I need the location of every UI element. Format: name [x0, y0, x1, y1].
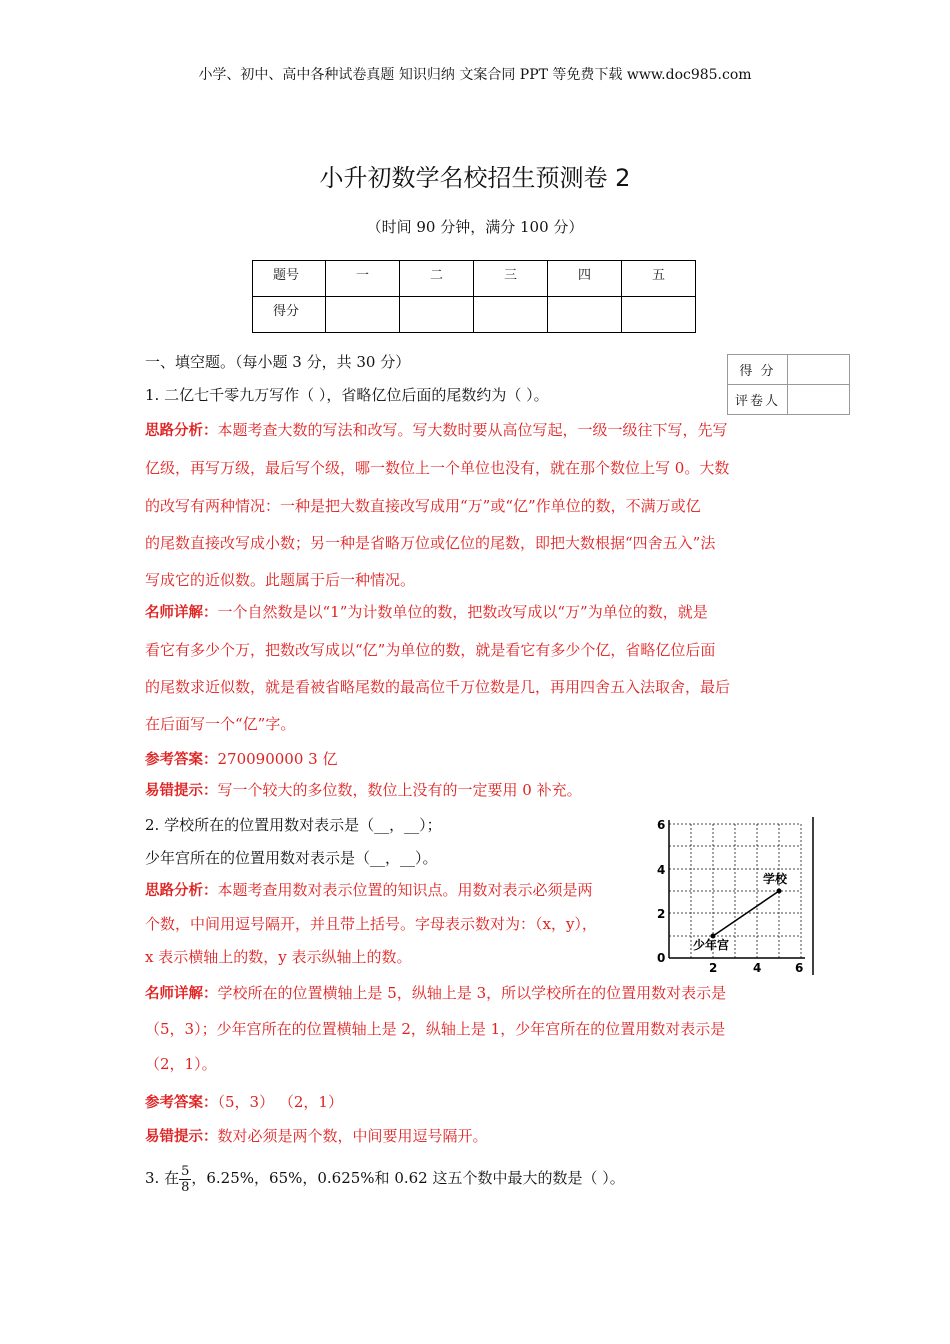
x-tick-label: 2	[709, 961, 718, 975]
q1-answer-label: 参考答案：	[145, 752, 218, 768]
score-table-header: 二	[400, 261, 474, 297]
school-point	[777, 889, 782, 894]
q3-rest: ，6.25%，65%，0.625%和 0.62 这五个数中最大的数是（ ）。	[191, 1169, 625, 1187]
q1-analysis-label: 思路分析：	[145, 423, 218, 439]
q1-analysis-line: 亿级，再写万级，最后写个级，哪一数位上一个单位也没有，就在那个数位上写 0。大数	[145, 459, 730, 477]
q2-explain-line: （2，1）。	[145, 1055, 217, 1073]
score-table	[252, 260, 696, 333]
q1-explain-line: 名师详解：一个自然数是以“1”为计数单位的数，把数改写成以“万”为单位的数，就是	[145, 603, 708, 621]
q2-analysis-line: x 表示横轴上的数，y 表示纵轴上的数。	[145, 948, 412, 966]
score-cell	[622, 297, 696, 333]
score-table-header: 三	[474, 261, 548, 297]
q2-answer-label: 参考答案：	[145, 1095, 218, 1111]
y-tick-label: 0	[657, 951, 666, 965]
q1-analysis-line: 写成它的近似数。此题属于后一种情况。	[145, 571, 416, 589]
q2-explain-label: 名师详解：	[145, 986, 218, 1002]
q2-stem-b: 少年宫所在的位置用数对表示是（__，__）。	[145, 849, 438, 867]
score-cell	[474, 297, 548, 333]
q3-prefix: 3. 在	[145, 1169, 180, 1187]
q1-explain-label: 名师详解：	[145, 605, 218, 621]
site-header: 小学、初中、高中各种试卷真题 知识归纳 文案合同 PPT 等免费下载 www.doc985.com	[198, 67, 752, 83]
q2-answer-line: 参考答案：（5，3） （2，1）	[145, 1093, 343, 1111]
q2-tip-line: 易错提示：数对必须是两个数，中间要用逗号隔开。	[145, 1127, 488, 1145]
q1-answer-line: 参考答案：270090000 3 亿	[145, 750, 338, 768]
score-row-label: 得分	[253, 297, 326, 333]
grade-score-cell	[788, 355, 850, 385]
score-cell	[400, 297, 474, 333]
q3-fraction-denominator: 8	[181, 1179, 190, 1195]
q1-explain-line: 的尾数求近似数，就是看被省略尾数的最高位千万位数是几，再用四舍五入法取舍，最后	[145, 678, 731, 696]
score-table-header-row	[253, 261, 696, 297]
score-table-header: 题号	[253, 261, 326, 297]
school-label: 学校	[763, 872, 788, 886]
grade-box	[727, 354, 850, 415]
q2-analysis-line: 思路分析：本题考查用数对表示位置的知识点。用数对表示必须是两	[145, 881, 593, 899]
score-cell	[548, 297, 622, 333]
page-subtitle: （时间 90 分钟，满分 100 分）	[366, 218, 584, 236]
score-table-header: 四	[548, 261, 622, 297]
y-tick-label: 6	[657, 818, 666, 832]
q1-analysis-line: 的尾数直接改写成小数；另一种是省略万位或亿位的尾数，即把大数根据“四舍五入”法	[145, 534, 716, 552]
grade-score-label: 得 分	[728, 355, 788, 385]
q3-fraction-numerator: 5	[181, 1163, 190, 1179]
score-cell	[326, 297, 400, 333]
coordinate-grid-figure	[655, 812, 820, 977]
score-table-score-row	[253, 297, 696, 333]
q2-analysis-label: 思路分析：	[145, 883, 218, 899]
page-title: 小升初数学名校招生预测卷 2	[319, 164, 631, 192]
q1-stem: 1. 二亿七千零九万写作（ ），省略亿位后面的尾数约为（ ）。	[145, 386, 549, 404]
y-tick-label: 4	[657, 863, 666, 877]
q1-tip-line: 易错提示：写一个较大的多位数，数位上没有的一定要用 0 补充。	[145, 781, 582, 799]
q2-stem-a: 2. 学校所在的位置用数对表示是（__，__）；	[145, 816, 442, 834]
q3-stem	[145, 1160, 625, 1196]
palace-label: 少年宫	[693, 938, 730, 952]
q3-fraction	[179, 1164, 191, 1195]
q1-tip-label: 易错提示：	[145, 783, 218, 799]
q1-analysis-line: 的改写有两种情况：一种是把大数直接改写成用“万”或“亿”作单位的数，不满万或亿	[145, 497, 701, 515]
q2-analysis-line: 个数，中间用逗号隔开，并且带上括号。字母表示数对为：（x，y），	[145, 915, 597, 933]
grader-label: 评卷人	[728, 385, 788, 415]
x-tick-label: 6	[795, 961, 804, 975]
x-tick-label: 4	[753, 961, 762, 975]
q2-explain-line: 名师详解：学校所在的位置横轴上是 5，纵轴上是 3，所以学校所在的位置用数对表示是	[145, 984, 727, 1002]
score-table-header: 一	[326, 261, 400, 297]
q1-analysis-line: 思路分析：本题考查大数的写法和改写。写大数时要从高位写起，一级一级往下写，先写	[145, 421, 728, 439]
section-1-heading: 一、填空题。（每小题 3 分，共 30 分）	[145, 353, 411, 371]
q1-explain-line: 在后面写一个“亿”字。	[145, 715, 296, 733]
q1-explain-line: 看它有多少个万，把数改写成以“亿”为单位的数，就是看它有多少个亿，省略亿位后面	[145, 641, 716, 659]
y-tick-label: 2	[657, 907, 666, 921]
grader-cell	[788, 385, 850, 415]
score-table-header: 五	[622, 261, 696, 297]
q2-explain-line: （5，3）；少年宫所在的位置横轴上是 2，纵轴上是 1，少年宫所在的位置用数对表示是	[145, 1020, 726, 1038]
q2-tip-label: 易错提示：	[145, 1129, 218, 1145]
